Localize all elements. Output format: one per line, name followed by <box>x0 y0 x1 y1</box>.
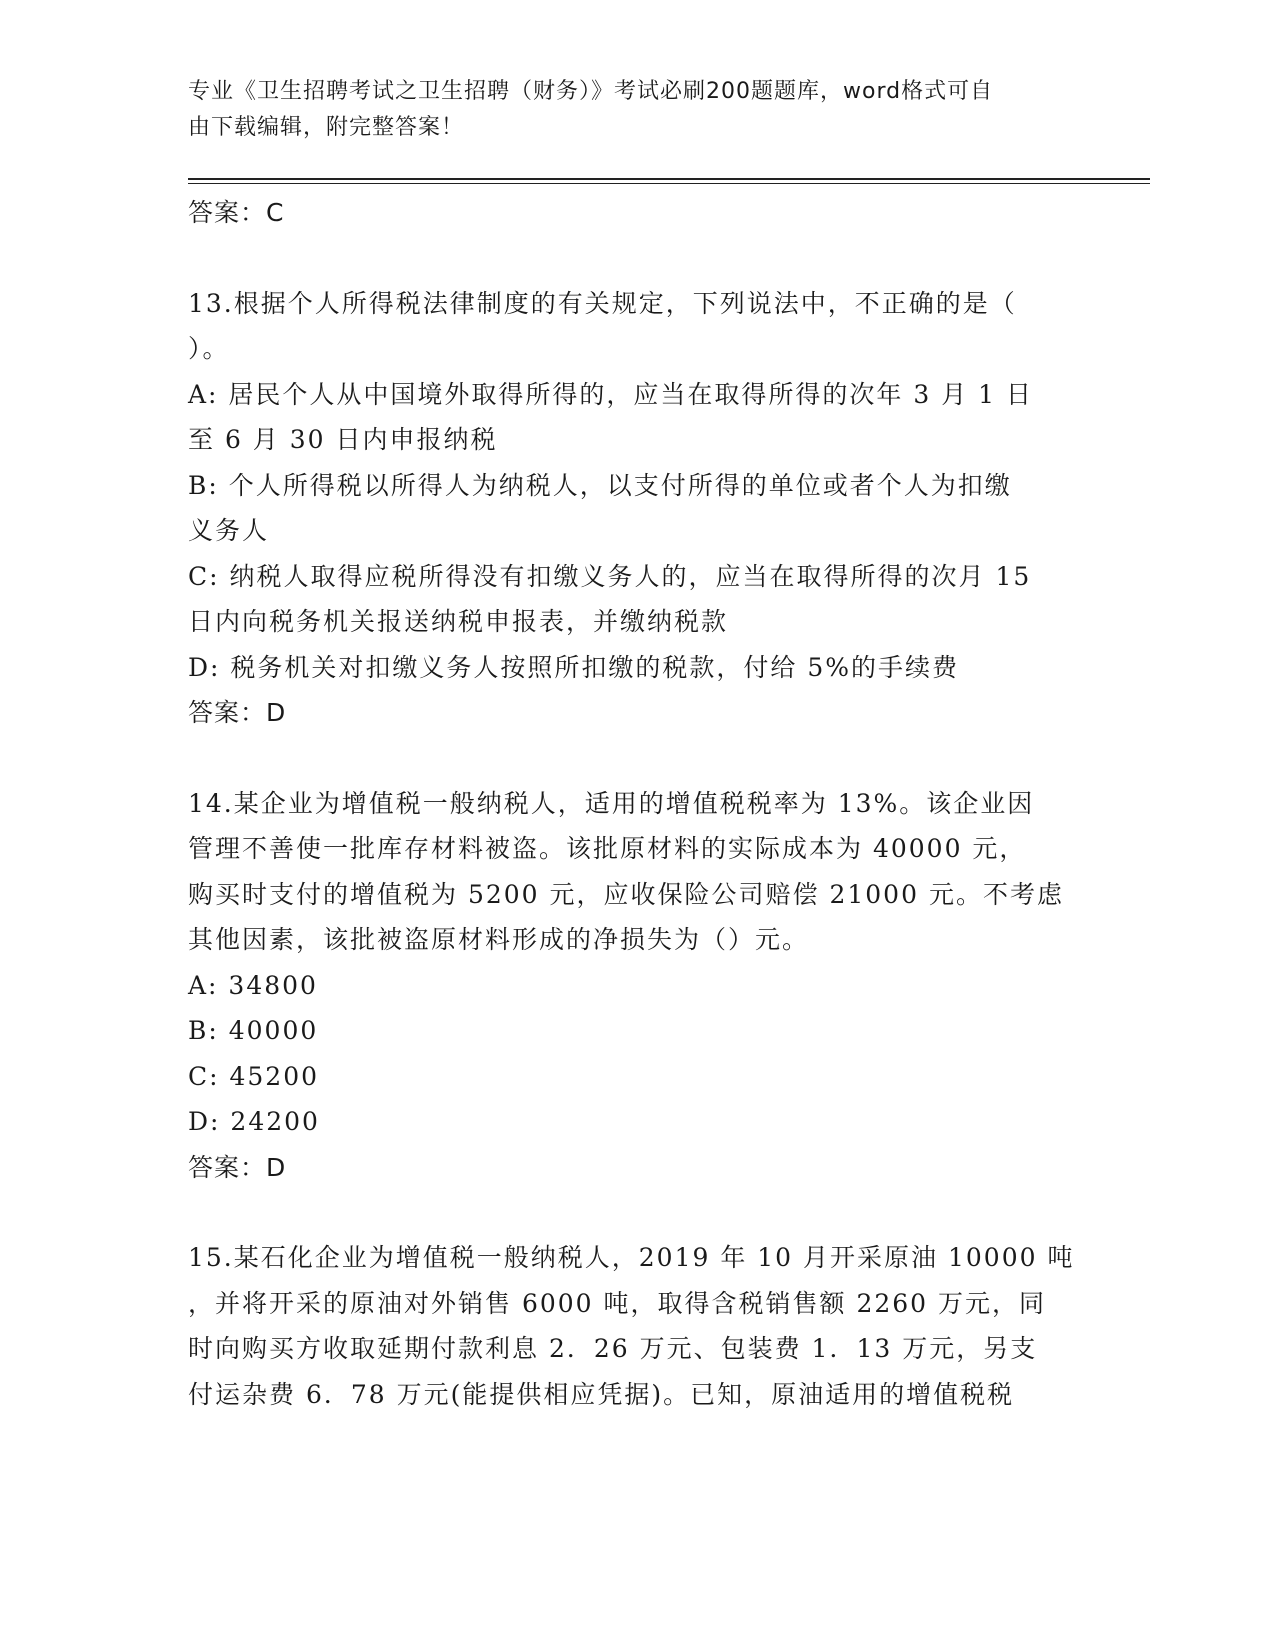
question-14-stem-line-2: 管理不善使一批库存材料被盗。该批原材料的实际成本为 40000 元， <box>188 834 1027 863</box>
question-14-option-a: A: 34800 <box>188 970 318 1000</box>
page-header <box>188 74 1068 146</box>
question-13-answer: 答案：D <box>188 698 287 727</box>
header-line-1: 专业《卫生招聘考试之卫生招聘（财务）》考试必刷200题题库，word格式可自 <box>188 79 994 104</box>
question-13-option-d: D: 税务机关对扣缴义务人按照所扣缴的税款，付给 5%的手续费 <box>188 652 960 682</box>
header-line-2: 由下载编辑，附完整答案！ <box>188 115 465 140</box>
header-divider-thin <box>188 183 1150 184</box>
question-15-stem-line-3: 时向购买方收取延期付款利息 2．26 万元、包装费 1．13 万元，另支 <box>188 1334 1038 1363</box>
question-14-option-d: D: 24200 <box>188 1107 320 1136</box>
question-13-stem-line-1: 13.根据个人所得税法律制度的有关规定，下列说法中，不正确的是（ <box>188 288 1017 318</box>
question-15-stem-line-1: 15.某石化企业为增值税一般纳税人，2019 年 10 月开采原油 10000 吨 <box>188 1243 1075 1272</box>
question-13-option-b-line-2: 义务人 <box>188 516 270 545</box>
question-14-option-c: C: 45200 <box>188 1061 320 1091</box>
question-13-option-a-line-1: A: 居民个人从中国境外取得所得的，应当在取得所得的次年 3 月 1 日 <box>188 379 1034 409</box>
question-14-option-b: B: 40000 <box>188 1016 319 1045</box>
header-divider <box>188 178 1150 180</box>
question-13-stem-line-2: ）。 <box>188 334 230 363</box>
question-15-stem-line-4: 付运杂费 6．78 万元(能提供相应凭据)。已知，原油适用的增值税税 <box>188 1379 1015 1409</box>
question-13-option-a-line-2: 至 6 月 30 日内申报纳税 <box>188 425 498 454</box>
question-14-answer: 答案：D <box>188 1152 287 1182</box>
question-14-stem-line-4: 其他因素，该批被盗原材料形成的净损失为（）元。 <box>188 925 810 954</box>
question-13-option-b-line-1: B: 个人所得税以所得人为纳税人，以支付所得的单位或者个人为扣缴 <box>188 470 1012 500</box>
question-13-option-c-line-1: C: 纳税人取得应税所得没有扣缴义务人的，应当在取得所得的次月 15 <box>188 561 1032 591</box>
question-13-option-c-line-2: 日内向税务机关报送纳税申报表，并缴纳税款 <box>188 607 729 636</box>
previous-answer: 答案：C <box>188 198 285 227</box>
document-body <box>188 190 1088 1417</box>
question-14-stem-line-3: 购买时支付的增值税为 5200 元，应收保险公司赔偿 21000 元。不考虑 <box>188 879 1064 909</box>
question-15-stem-line-2: ，并将开采的原油对外销售 6000 吨，取得含税销售额 2260 万元，同 <box>188 1288 1047 1318</box>
question-14-stem-line-1: 14.某企业为增值税一般纳税人，适用的增值税税率为 13%。该企业因 <box>188 788 1035 818</box>
